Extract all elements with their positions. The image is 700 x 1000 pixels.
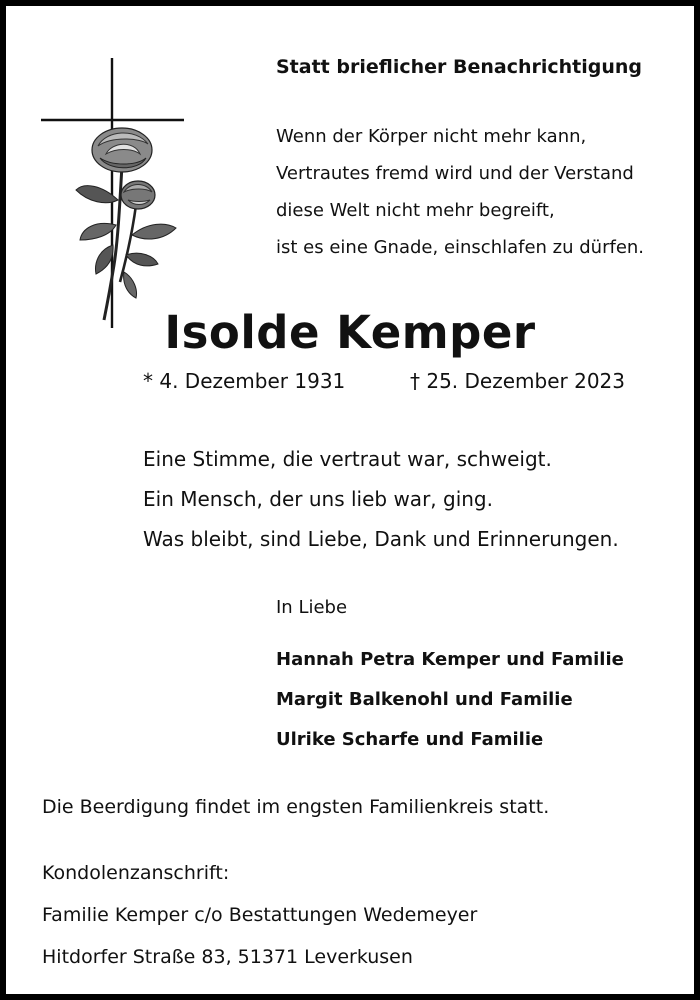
intro-poem-line: ist es eine Gnade, einschlafen zu dürfen. [276,237,645,258]
main-poem-line: Eine Stimme, die vertraut war, schweigt. [143,447,552,471]
birth-date: * 4. Dezember 1931 [143,369,346,393]
condolence-label: Kondolenzanschrift: [42,862,230,884]
in-love-label: In Liebe [276,597,348,618]
mourner-entry: Ulrike Scharfe und Familie [276,729,544,750]
main-poem-line: Ein Mensch, der uns lieb war, ging. [143,487,493,511]
intro-poem [276,118,644,266]
mourner-entry: Margit Balkenohl und Familie [276,689,573,710]
intro-poem-line: Vertrautes fremd wird und der Verstand [276,163,634,184]
mourner-entry: Hannah Petra Kemper und Familie [276,649,624,670]
deceased-name: Isolde Kemper [164,306,536,359]
funeral-note: Die Beerdigung findet im engsten Familienkreis statt. [42,796,550,818]
mourners-list [276,640,624,760]
intro-poem-line: Wenn der Körper nicht mehr kann, [276,126,587,147]
intro-poem-line: diese Welt nicht mehr begreift, [276,200,555,221]
condolence-line-1: Familie Kemper c/o Bestattungen Wedemeyer [42,904,478,926]
cross-with-rose-icon [36,50,196,340]
main-poem-line: Was bleibt, sind Liebe, Dank und Erinnerungen. [143,527,619,551]
main-poem [143,439,619,559]
notice-heading: Statt brieflicher Benachrichtigung [276,56,643,78]
death-date: † 25. Dezember 2023 [410,369,625,393]
condolence-line-2: Hitdorfer Straße 83, 51371 Leverkusen [42,946,413,968]
condolence-address [42,852,477,978]
